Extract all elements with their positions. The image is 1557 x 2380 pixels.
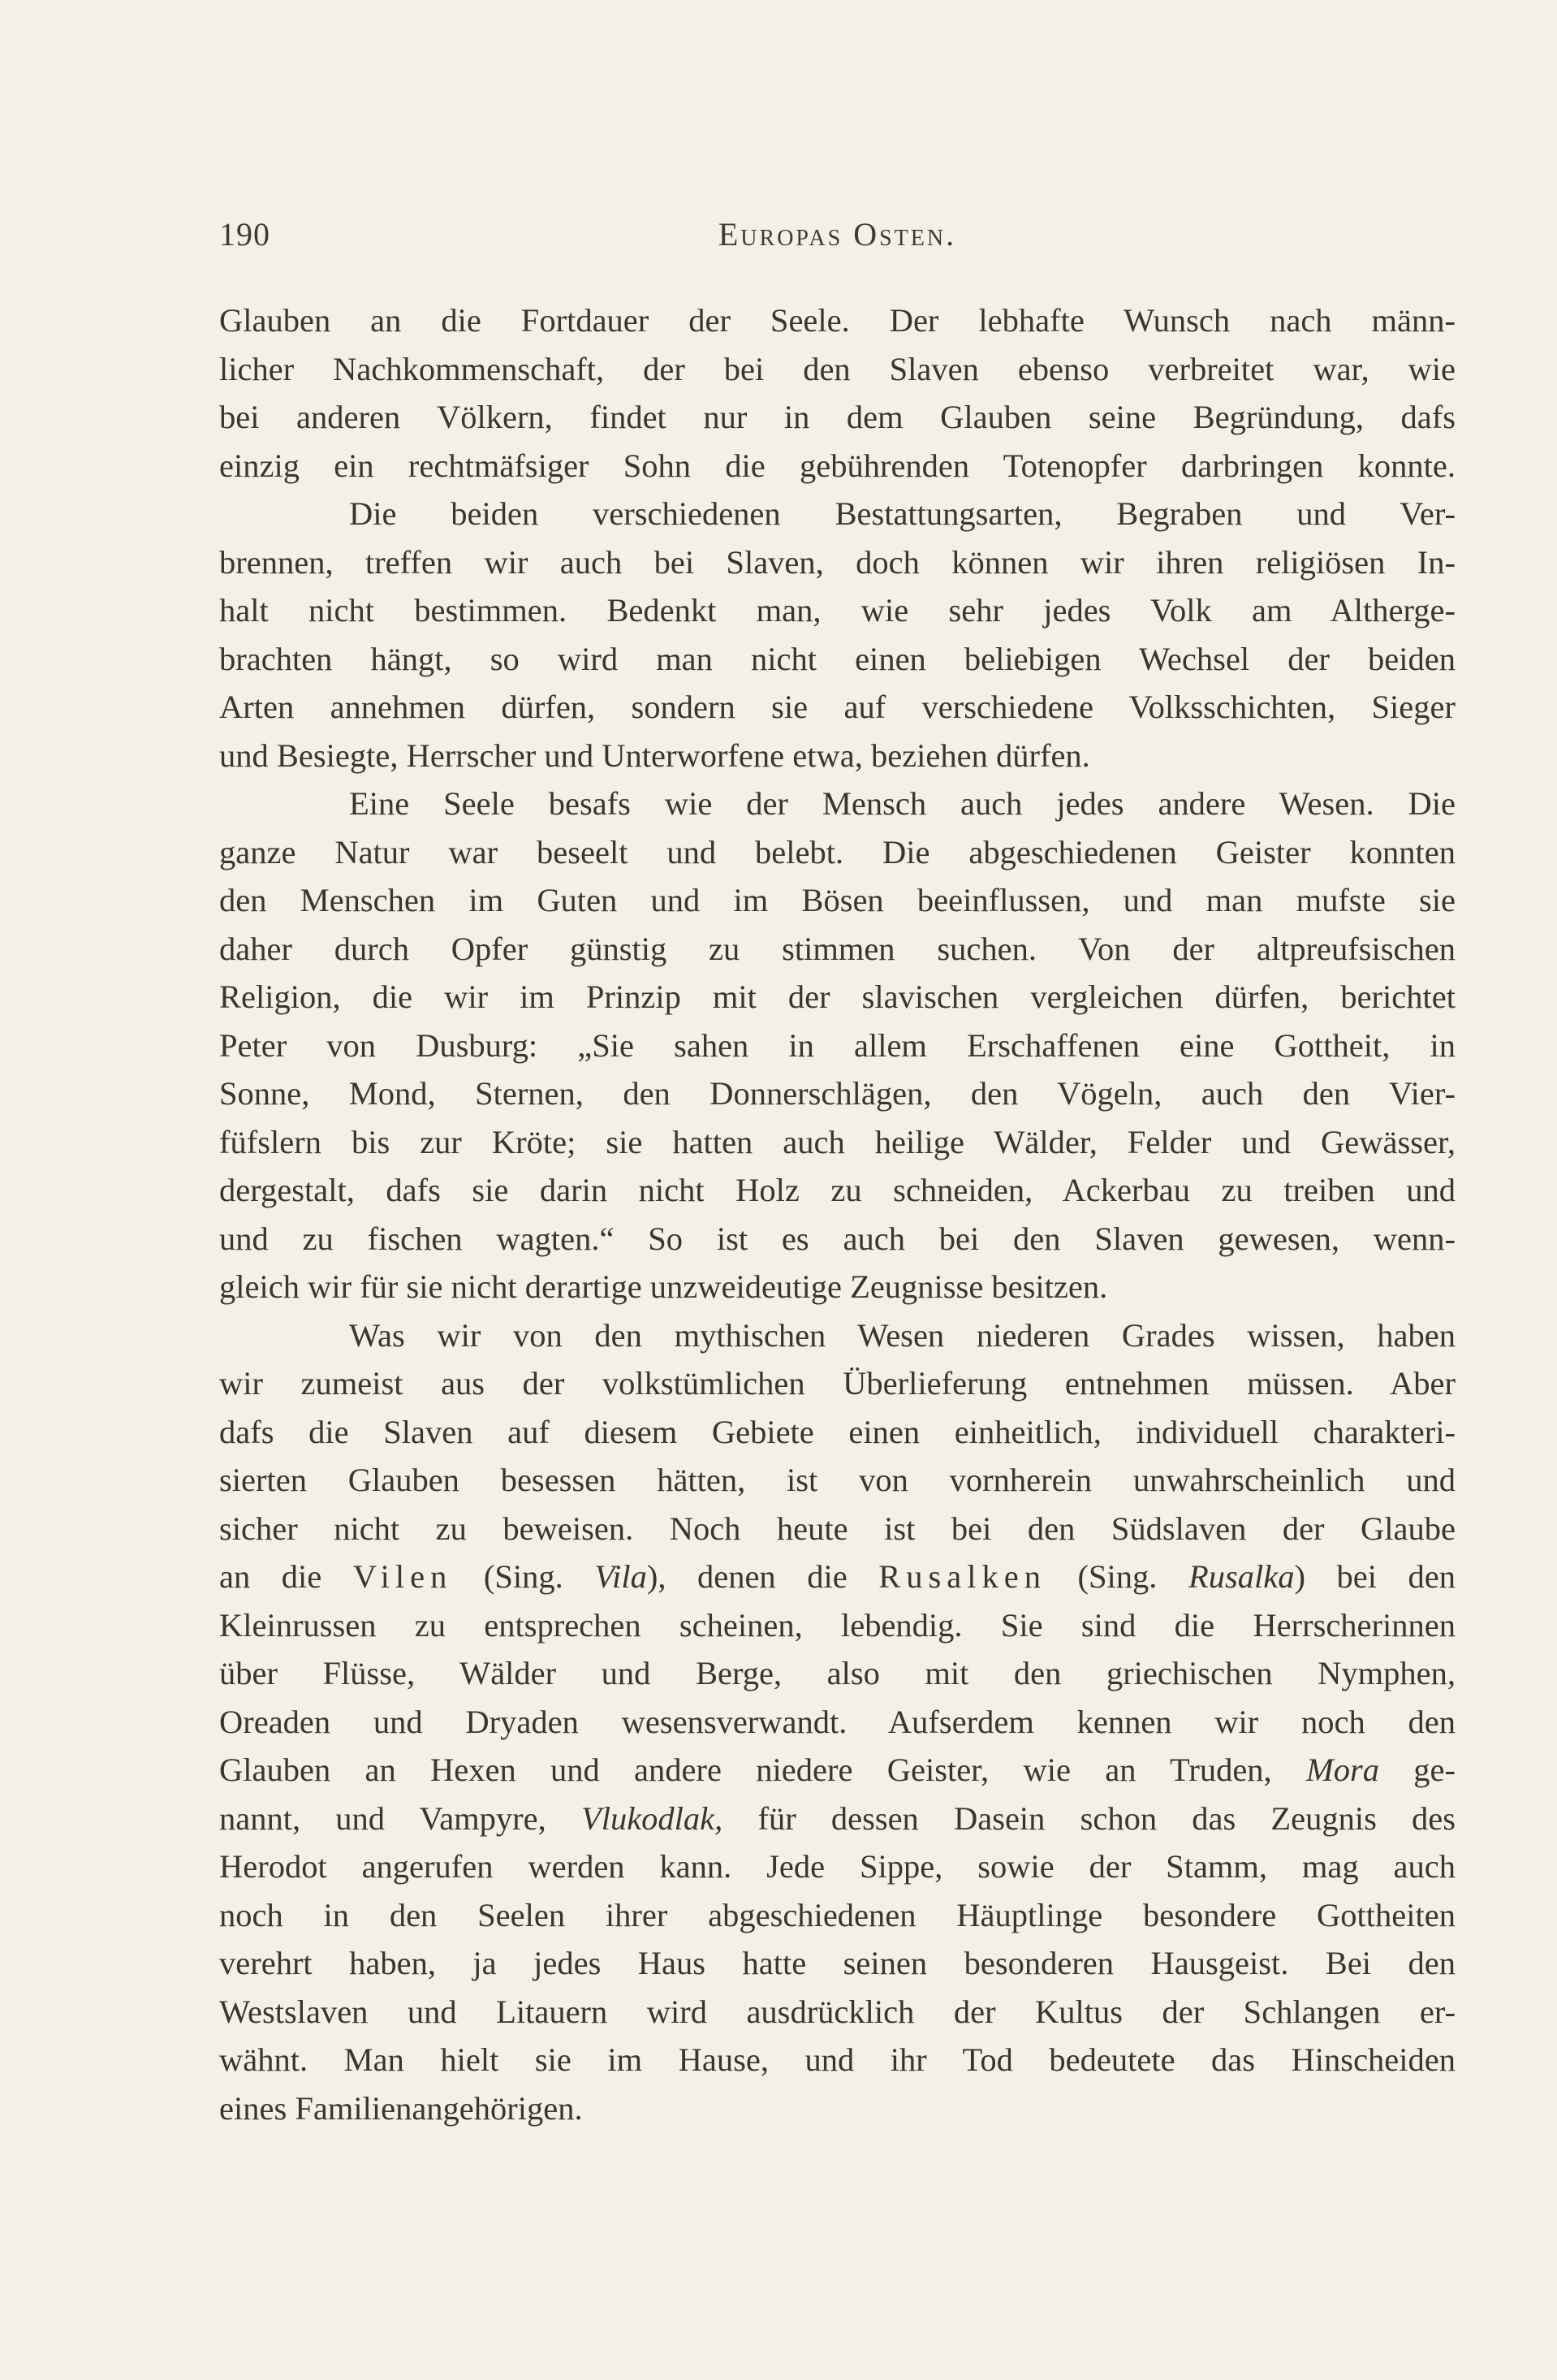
text-run: (Sing. <box>483 1558 563 1595</box>
text-line: den Menschen im Guten und im Bösen beeinflussen, und man mufste sie <box>219 882 1456 918</box>
text-line: Die beiden verschiedenen Bestattungsarten, Begraben und Ver- <box>349 495 1456 532</box>
body-text <box>219 296 1456 2132</box>
emphasis-spaced: Vilen <box>352 1558 453 1595</box>
text-line: licher Nachkommenschaft, der bei den Slaven ebenso verbreitet war, wie <box>219 350 1456 387</box>
text-line: wähnt. Man hielt sie im Hause, und ihr Tod bedeutete das Hinscheiden <box>219 2041 1456 2078</box>
text-line: verehrt haben, ja jedes Haus hatte seinen besonderen Hausgeist. Bei den <box>219 1945 1456 1981</box>
text-run: Glauben an Hexen und andere niedere Geister, wie an Truden, <box>219 1752 1272 1788</box>
text-line: gleich wir für sie nicht derartige unzweideutige Zeugnisse besitzen. <box>219 1268 1108 1305</box>
text-line <box>219 1553 1456 1601</box>
text-line <box>219 1795 1456 1843</box>
text-line: daher durch Opfer günstig zu stimmen suchen. Von der altpreufsischen <box>219 930 1456 967</box>
text-line: brennen, treffen wir auch bei Slaven, doch können wir ihren religiösen In- <box>219 543 1456 581</box>
text-line: und zu fischen wagten.“ So ist es auch bei den Slaven gewesen, wenn- <box>219 1220 1456 1257</box>
text-line: füfslern bis zur Kröte; sie hatten auch heilige Wälder, Felder und Gewässer, <box>219 1123 1456 1160</box>
emphasis-italic: Vila <box>594 1558 647 1595</box>
text-run: ) bei den <box>1294 1558 1456 1595</box>
text-line: Was wir von den mythischen Wesen niederen Grades wissen, haben <box>349 1316 1456 1354</box>
text-line: und Besiegte, Herrscher und Unterworfene etwa, beziehen dürfen. <box>219 736 1090 774</box>
emphasis-italic: Vlukodlak, <box>580 1799 723 1837</box>
running-head <box>219 215 1456 264</box>
text-line: Sonne, Mond, Sternen, den Donnerschlägen, den Vögeln, auch den Vier- <box>219 1075 1456 1112</box>
text-line: Oreaden und Dryaden wesensverwandt. Aufserdem kennen wir noch den <box>219 1703 1456 1740</box>
text-line: bei anderen Völkern, findet nur in dem Glauben seine Begründung, dafs <box>219 399 1456 435</box>
text-line: wir zumeist aus der volkstümlichen Überlieferung entnehmen müssen. Aber <box>219 1365 1456 1402</box>
text-line: noch in den Seelen ihrer abgeschiedenen Häuptlinge besondere Gottheiten <box>219 1896 1456 1933</box>
text-line: Herodot angerufen werden kann. Jede Sippe, sowie der Stamm, mag auch <box>219 1848 1456 1885</box>
text-line: sierten Glauben besessen hätten, ist von vornherein unwahrscheinlich und <box>219 1462 1456 1498</box>
text-line: Eine Seele besafs wie der Mensch auch jedes andere Wesen. Die <box>349 785 1456 822</box>
emphasis-italic: Mora <box>1305 1752 1379 1788</box>
text-line: Kleinrussen zu entsprechen scheinen, lebendig. Sie sind die Herrscherinnen <box>219 1606 1456 1644</box>
text-line <box>219 1746 1456 1795</box>
running-title: Europas Osten. <box>718 216 957 253</box>
paragraph <box>219 1311 1456 2133</box>
text-run: ), denen die <box>646 1558 848 1595</box>
paragraph <box>219 490 1456 780</box>
text-line: Arten annehmen dürfen, sondern sie auf verschiedene Volksschichten, Sieger <box>219 689 1456 725</box>
emphasis-spaced: Rusalken <box>878 1558 1046 1595</box>
text-line: eines Familienangehörigen. <box>219 2089 583 2127</box>
text-line: brachten hängt, so wird man nicht einen beliebigen Wechsel der beiden <box>219 640 1456 677</box>
text-line: ganze Natur war beseelt und belebt. Die abgeschiedenen Geister konnten <box>219 833 1456 870</box>
text-line: Glauben an die Fortdauer der Seele. Der lebhafte Wunsch nach männ- <box>219 302 1456 339</box>
text-line: Westslaven und Litauern wird ausdrücklich der Kultus der Schlangen er- <box>219 1993 1456 2030</box>
text-run: an die <box>219 1558 322 1595</box>
paragraph <box>219 780 1456 1311</box>
text-line: über Flüsse, Wälder und Berge, also mit den griechischen Nymphen, <box>219 1655 1456 1691</box>
paragraph <box>219 296 1456 490</box>
text-line: dergestalt, dafs sie darin nicht Holz zu schneiden, Ackerbau zu treiben und <box>219 1172 1456 1208</box>
text-run: (Sing. <box>1077 1558 1158 1595</box>
text-line: dafs die Slaven auf diesem Gebiete einen einheitlich, individuell charakteri- <box>219 1413 1456 1450</box>
text-run: nannt, und Vampyre, <box>219 1799 546 1837</box>
emphasis-italic: Rusalka <box>1188 1558 1295 1595</box>
text-line: Religion, die wir im Prinzip mit der slavischen vergleichen dürfen, berichtet <box>219 978 1456 1015</box>
text-line: halt nicht bestimmen. Bedenkt man, wie sehr jedes Volk am Altherge- <box>219 592 1456 628</box>
text-line: sicher nicht zu beweisen. Noch heute ist bei den Südslaven der Glaube <box>219 1510 1456 1547</box>
text-line: einzig ein rechtmäfsiger Sohn die gebührenden Totenopfer darbringen konnte. <box>219 447 1456 484</box>
page-number: 190 <box>219 216 270 253</box>
text-run: für dessen Dasein schon das Zeugnis des <box>757 1799 1456 1837</box>
text-run: ge- <box>1413 1752 1456 1788</box>
text-line: Peter von Dusburg: „Sie sahen in allem Erschaffenen eine Gottheit, in <box>219 1026 1456 1064</box>
